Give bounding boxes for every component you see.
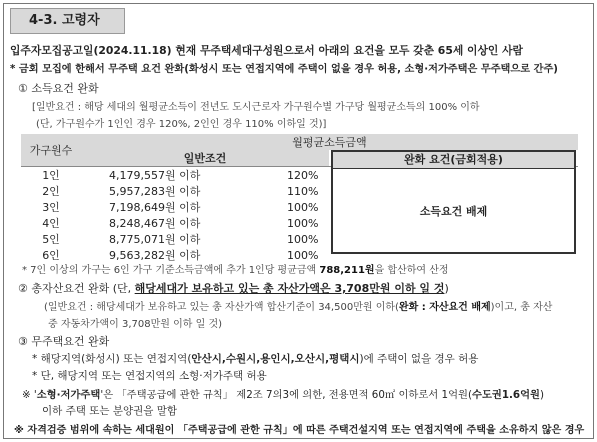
section-2-title: ② 총자산요건 완화 (단, 해당세대가 보유하고 있는 총 자산가액은 3,708만원 이하 일 것): [18, 282, 449, 295]
footer-note: ※ 자격검증 범위에 속하는 세대원이 「주택공급에 관한 규칙」에 따른 주택건설지역 또는 연접지역에 주택을 소유하지 않은 경우: [14, 425, 585, 436]
income-header: 월평균소득금액: [81, 134, 578, 150]
section-3-title: ③ 무주택요건 완화: [18, 335, 110, 348]
table-row: 5인 8,775,071원 이하 100%: [42, 232, 319, 246]
intro-line-1: 입주자모집공고일(2024.11.18) 현재 무주택세대구성원으로서 아래의 요건을 모두 갖춘 65세 이상인 사람: [10, 44, 523, 57]
table-note: * 7인 이상의 가구는 6인 가구 기준소득금액에 추가 1인당 평균금액 788,211원을 합산하여 산정: [22, 265, 449, 276]
table-row: 2인 5,957,283원 이하 110%: [42, 184, 319, 198]
section-1-title: ① 소득요건 완화: [18, 82, 99, 95]
section-1-line-1: [일반요건 : 해당 세대의 월평균소득이 전년도 도시근로자 가구원수별 가구당 월평균소득의 100% 이하: [32, 102, 480, 113]
members-header: 가구원수: [21, 134, 81, 167]
section-header: 4-3. 고령자: [10, 8, 125, 34]
section-2-line-2: 중 자동차가액이 3,708만원 이하 일 것): [48, 319, 223, 330]
relaxed-condition-header: 완화 요건(금회적용): [333, 152, 574, 169]
table-row: 1인 4,179,557원 이하 120%: [21, 167, 578, 184]
table-row: 4인 8,248,467원 이하 100%: [42, 216, 319, 230]
general-condition-header: 일반조건: [81, 150, 329, 167]
section-3-bullet-1: * 해당지역(화성시) 또는 연접지역(안산시,수원시,용인시,오산시,평택시)에 주택이 없을 경우 허용: [32, 353, 479, 365]
section-3-note-1: ※ '소형·저가주택'은 「주택공급에 관한 규칙」 제2조 7의3에 의한, 전용면적 60㎡ 이하로서 1억원(수도권1.6억원): [22, 389, 545, 401]
intro-line-2: * 금회 모집에 한해서 무주택 요건 완화(화성시 또는 연접지역에 주택이 없을 경우 허용, 소형·저가주택은 무주택으로 간주): [10, 64, 558, 75]
section-3-bullet-2: * 단, 해당지역 또는 연접지역의 소형·저가주택 허용: [32, 370, 267, 382]
section-2-line-1: (일반요건 : 해당세대가 보유하고 있는 총 자산가액 합산기준이 34,500만원 이하(완화 : 자산요건 배제)이고, 총 자산: [44, 302, 553, 313]
table-row: 3인 7,198,649원 이하 100%: [42, 200, 319, 214]
section-1-line-2: (단, 가구원수가 1인인 경우 120%, 2인인 경우 110% 이하일 것)]: [36, 119, 327, 130]
table-row: 6인 9,563,282원 이하 100%: [42, 248, 319, 262]
section-3-note-2: 이하 주택 또는 분양권을 말함: [42, 405, 178, 417]
relaxed-condition-value: 소득요건 배제: [419, 205, 488, 218]
relaxed-condition-box: [331, 150, 576, 254]
